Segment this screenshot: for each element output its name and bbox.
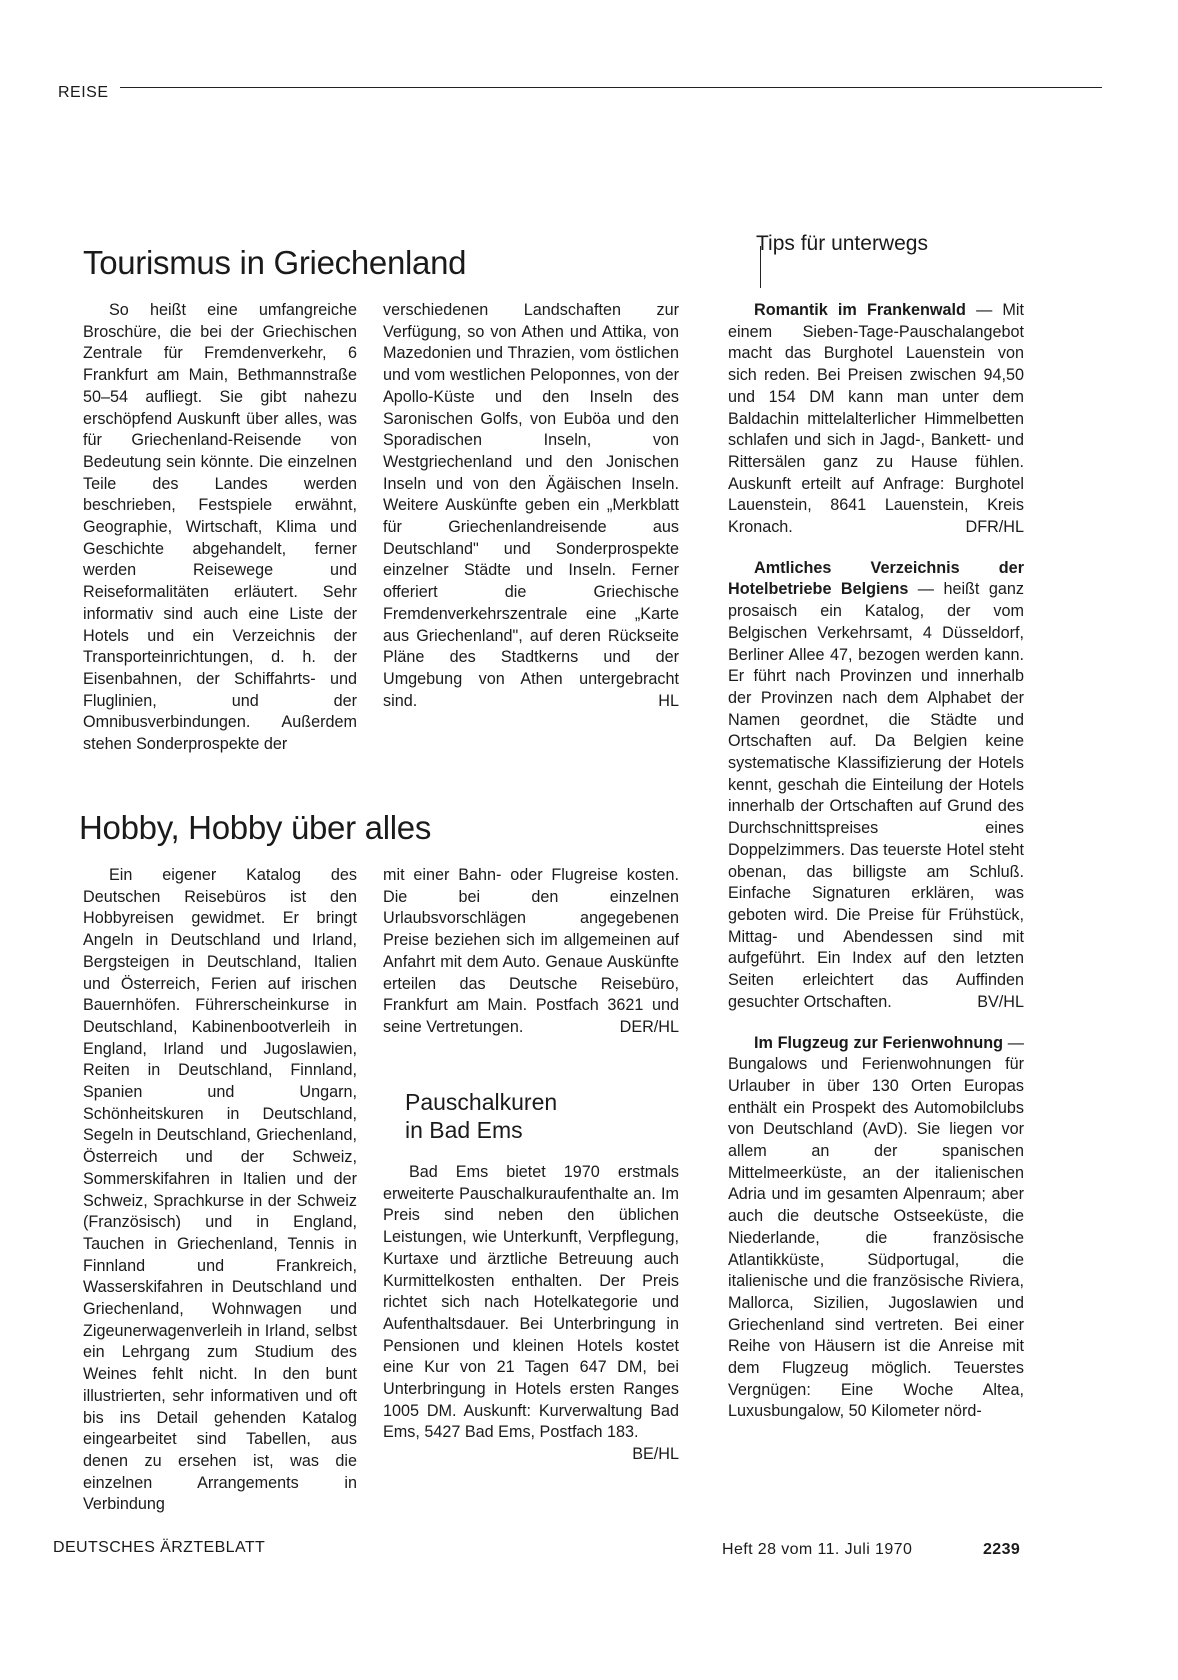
sidebar-item-heading: Amtliches Verzeichnis der Hotelbetriebe Belgiens xyxy=(728,558,1024,599)
page-number: 2239 xyxy=(983,1541,1021,1558)
signature: BV/HL xyxy=(977,992,1024,1011)
sidebar-item-heading: Im Flugzeug zur Ferienwohnung xyxy=(754,1033,1004,1052)
signature: BE/HL xyxy=(632,1445,679,1464)
article-hobby-text-1: Ein eigener Katalog des Deutschen Reisebüros ist den Hobbyreisen gewidmet. Er bringt Angeln in Deutschland und Irland, Bergsteigen in Deutschland, Italien und Österreich, Ferien auf irischen Bauernhöfen. Führerscheinkurse in Deutschland, Kabinenbootverleih in England, Irland und Jugoslawien, Reiten in Deutschland, Finnland, Spanien und Ungarn, Schönheitskuren in Deutschland, Segeln in Deutschland, Griechenland, Österreich und der Schweiz, Sommerskifahren in Italien und der Schweiz, Sprachkurse in der Schweiz (Französisch) und in England, Tauchen in Griechenland, Tennis in Finnland und Frankreich, Wasserskifahren in Deutschland und Griechenland, Wohnwagen und Zigeunerwagenverleih in Irland, selbst ein Lehrgang zum Studium des Weines fehlt nicht. In den bunt illustrierten, sehr informativen und oft bis ins Detail gehenden Katalog eingearbeitet sind Tabellen, aus denen zu ersehen ist, was die einzelnen Arrangements in Verbindung xyxy=(83,866,357,1514)
article-hobby-text-2-body: mit einer Bahn- oder Flugreise kosten. Die bei den einzelnen Urlaubsvorschlägen angegebenen Preise beziehen sich im allgemeinen auf Anfahrt mit dem Auto. Genaue Auskünfte erteilen das Deutsche Reisebüro, Frankfurt am Main. Postfach 3621 und seine Vertretungen. xyxy=(383,866,679,1036)
article-hobby-col2 xyxy=(383,865,679,1039)
signature: DER/HL xyxy=(619,1017,679,1036)
article-title-hobby: Hobby, Hobby über alles xyxy=(79,809,432,846)
sidebar-item-3 xyxy=(728,1033,1024,1424)
article-tourismus-text-1: So heißt eine umfangreiche Broschüre, die bei der Griechischen Zentrale für Fremdenverkehr, 6 Frankfurt am Main, Bethmannstraße 50–54 aufliegt. Sie gibt nahezu erschöpfend Auskunft über alles, was für Griechenland-Reisende von Bedeutung sein könnte. Die einzelnen Teile des Landes werden beschrieben, Festspiele erwähnt, Geographie, Wirtschaft, Klima und Geschichte abgehandelt, ferner werden Reisewege und Reiseformalitäten erläutert. Sehr informativ sind auch eine Liste der Hotels und ein Verzeichnis der Transporteinrichtungen, d. h. der Eisenbahnen, der Schiffahrts- und Fluglinien, und der Omnibusverbindungen. Außerdem stehen Sonderprospekte der xyxy=(83,301,357,754)
article-title-tourismus: Tourismus in Griechenland xyxy=(83,244,467,281)
sidebar-item-2 xyxy=(728,558,1024,1014)
title-line-1: Pauschalkuren xyxy=(405,1089,558,1115)
article-tourismus-text-2-body: verschiedenen Landschaften zur Verfügung, so von Athen und Attika, von Mazedonien und Thrazien, vom östlichen und vom westlichen Peloponnes, von der Apollo-Küste und den Inseln des Saronischen Golfs, von Euböa und den Sporadischen Inseln, von Westgriechenland und den Jonischen Inseln und von den Ägäischen Inseln. Weitere Auskünfte geben ein „Merkblatt für Griechenlandreisende aus Deutschland" und Sonderprospekte einzelner Städte und Inseln. Ferner offeriert die Griechische Fremdenverkehrszentrale eine „Karte aus Griechenland", auf deren Rückseite Pläne des Stadtkerns und der Umgebung von Athen untergebracht sind. xyxy=(383,301,679,710)
article-hobby-text-2 xyxy=(383,865,679,1039)
sidebar-item-body: — Mit einem Sieben-Tage-Pauschalangebot macht das Burghotel Lauenstein von sich reden. Bei Preisen zwischen 94,50 und 154 DM kann man unter dem Baldachin mittelalterlicher Himmelbetten schlafen und sich in Jagd-, Bankett- und Rittersälen ganz zu Hause fühlen. Auskunft erteilt auf Anfrage: Burghotel Lauenstein, 8641 Lauenstein, Kreis Kronach. xyxy=(728,301,1025,537)
article-hobby-col1 xyxy=(83,865,357,1516)
article-tourismus-col1 xyxy=(83,300,357,756)
signature: DFR/HL xyxy=(965,518,1024,537)
article-pauschalkuren-text-body: Bad Ems bietet 1970 erstmals erweiterte Pauschalkuraufenthalte an. Im Preis sind neben den üblichen Leistungen, wie Unterkunft, Verpflegung, Kurtaxe und ärztliche Betreuung auch Kurmittelkosten enthalten. Der Preis richtet sich nach Hotelkategorie und Aufenthaltsdauer. Bei Unterbringung in Pensionen und kleinen Hotels kostet eine Kur von 21 Tagen 647 DM, bei Unterbringung in Hotels ersten Ranges 1005 DM. Auskunft: Kurverwaltung Bad Ems, 5427 Bad Ems, Postfach 183. xyxy=(383,1163,679,1442)
signature: HL xyxy=(658,691,679,710)
sidebar-item-heading: Romantik im Frankenwald xyxy=(754,301,966,319)
header-rule xyxy=(120,87,1102,88)
article-pauschalkuren-text xyxy=(383,1162,679,1464)
sidebar-column xyxy=(728,300,1024,1423)
sidebar-item-body: — Bungalows und Ferienwohnungen für Urlauber in über 130 Orten Europas enthält ein Prospekt des Automobilclubs von Deutschland (AvD). Sie liegen vor allem an der spanischen Mittelmeerküste, an der italienischen Adria und im gesamten Alpenraum; aber auch die deutsche Ostseeküste, die Niederlande, die französische Atlantikküste, Südportugal, die italienische und die französische Riviera, Mallorca, Sizilien, Jugoslawien und Griechenland sind vertreten. Bei einer Reihe von Häusern ist die Anreise mit dem Flugzeug möglich. Teuerstes Vergnügen: Eine Woche Altea, Luxusbungalow, 50 Kilometer nörd- xyxy=(728,1033,1024,1421)
footer-issue: Heft 28 vom 11. Juli 1970 xyxy=(722,1541,913,1558)
footer-journal: DEUTSCHES ÄRZTEBLATT xyxy=(53,1539,266,1556)
article-pauschalkuren-body xyxy=(383,1162,679,1466)
article-title-pauschalkuren xyxy=(405,1088,557,1144)
title-line-2: in Bad Ems xyxy=(405,1117,523,1143)
sidebar-item-body: — heißt ganz prosaisch ein Katalog, der vom Belgischen Verkehrsamt, 4 Düsseldorf, Berliner Allee 47, bezogen werden kann. Er führt nach Provinzen und innerhalb der Provinzen nach dem Alphabet der Namen geordnet, die Städte und Ortschaften auf. Da Belgien keine systematische Klassifizierung der Hotels kennt, geschah die Einteilung der Hotels innerhalb der Ortschaften auf Grund des Durchschnittspreises eines Doppelzimmers. Das teuerste Hotel steht obenan, das billigste am Schluß. Einfache Signaturen erklären, was geboten wird. Die Preise für Frühstück, Mittag- und Abendessen sind mit aufgeführt. Ein Index auf den letzten Seiten erleichtert das Auffinden gesuchter Ortschaften. xyxy=(728,580,1024,1011)
sidebar-title: Tips für unterwegs xyxy=(756,232,928,255)
article-tourismus-col2 xyxy=(383,300,679,712)
article-tourismus-text-2 xyxy=(383,300,679,712)
sidebar-item-1 xyxy=(728,300,1024,539)
section-label: REISE xyxy=(58,84,109,101)
